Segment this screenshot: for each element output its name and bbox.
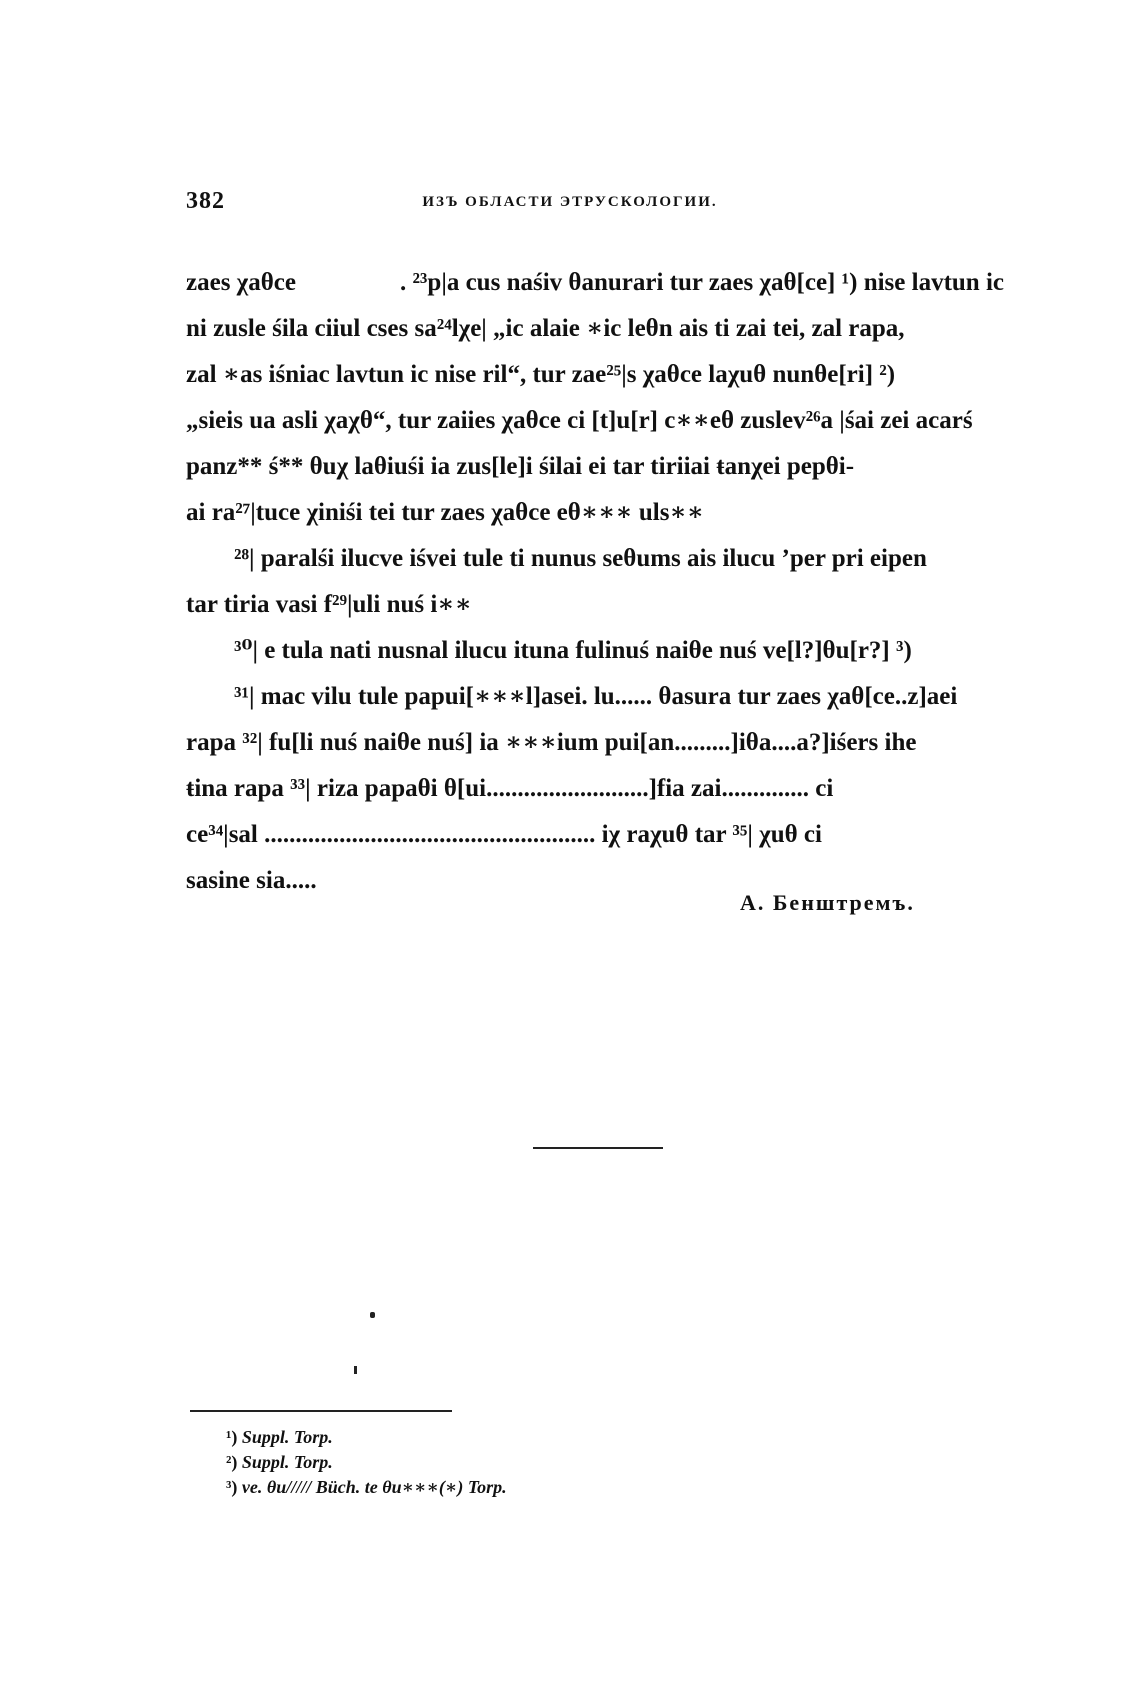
text-segment: rapa ³²| fu[li nuś naiθe nuś] ia ∗∗∗ium pui[an.........]iθa....a?]iśers ihe xyxy=(186,729,917,756)
text-line xyxy=(186,628,1004,674)
text-line xyxy=(186,260,1004,306)
text-segment: ³⁰| e tula nati nusnal ilucu ituna fulinuś naiθe nuś ve[l?]θu[r?] ³) xyxy=(234,637,912,664)
text-segment: . ²³p|a cus naśiv θanurari tur zaes χaθ[ce] ¹) nise lavtun ic xyxy=(399,269,1004,296)
print-speck xyxy=(370,1312,375,1318)
text-line xyxy=(186,398,1004,444)
running-title: ИЗЪ ОБЛАСТИ ЭТРУСКОЛОГИИ. xyxy=(422,194,718,210)
text-segment: zal ∗as iśniac lavtun ic nise ril“, tur zae²⁵|s χaθce laχuθ nunθe[ri] ²) xyxy=(186,361,896,388)
text-line xyxy=(186,766,1004,812)
footnote-mark: ³) xyxy=(226,1477,238,1497)
text-line xyxy=(186,720,1004,766)
text-line xyxy=(186,490,1004,536)
text-line xyxy=(186,352,1004,398)
author-signature: А. Бенштремъ. xyxy=(740,890,915,915)
footnote-text: Suppl. Torp. xyxy=(241,1452,333,1472)
text-segment: sasine sia..... xyxy=(186,867,317,894)
footnote-rule xyxy=(190,1410,452,1412)
print-speck xyxy=(354,1366,357,1374)
footnote-mark: ²) xyxy=(226,1452,238,1472)
text-line xyxy=(186,536,1004,582)
text-segment: ai ra²⁷|tuce χiniśi tei tur zaes χaθce eθ∗∗∗ uls∗∗ xyxy=(186,499,705,526)
text-segment: zaes χaθce xyxy=(186,269,296,296)
section-end-rule xyxy=(533,1147,663,1149)
text-line xyxy=(186,306,1004,352)
text-segment: „sieis ua asli χaχθ“, tur zaiies χaθce ci [t]u[r] c∗∗eθ zuslev²⁶a |śai zei acarś xyxy=(186,407,973,434)
etruscan-text-block xyxy=(186,260,1004,904)
text-line xyxy=(186,674,1004,720)
footnote xyxy=(226,1425,507,1450)
text-line xyxy=(186,444,1004,490)
footnote-mark: ¹) xyxy=(226,1427,238,1447)
text-segment: ce³⁴|sal ..................................................... iχ raχuθ tar ³⁵| χuθ ci xyxy=(186,821,822,848)
text-segment: panz** ś** θuχ laθiuśi ia zus[le]i śilai ei tar tiriiai ŧanχei pepθi- xyxy=(186,453,855,480)
footnotes xyxy=(226,1425,507,1500)
text-segment: ni zusle śila ciiul cses sa²⁴lχe| „ic alaie ∗ic leθn ais ti zai tei, zal rapa, xyxy=(186,315,905,342)
footnote-text: ve. θu///// Büch. te θu∗∗∗(∗) Torp. xyxy=(241,1477,507,1497)
text-segment: ³¹| mac vilu tule papui[∗∗∗l]asei. lu...... θasura tur zaes χaθ[ce..z]aei xyxy=(234,683,958,710)
text-segment: tar tiria vasi f²⁹|uli nuś i∗∗ xyxy=(186,591,472,618)
page-number: 382 xyxy=(186,188,225,214)
text-line xyxy=(186,812,1004,858)
text-segment: ŧina rapa ³³| riza papaθi θ[ui..........................]fia zai.............. ci xyxy=(186,775,834,802)
footnote xyxy=(226,1475,507,1500)
footnote-text: Suppl. Torp. xyxy=(241,1427,333,1447)
footnote xyxy=(226,1450,507,1475)
text-segment: ²⁸| paralśi ilucve iśvei tule ti nunus seθums ais ilucu ’per pri eipen xyxy=(234,545,927,572)
text-line xyxy=(186,582,1004,628)
